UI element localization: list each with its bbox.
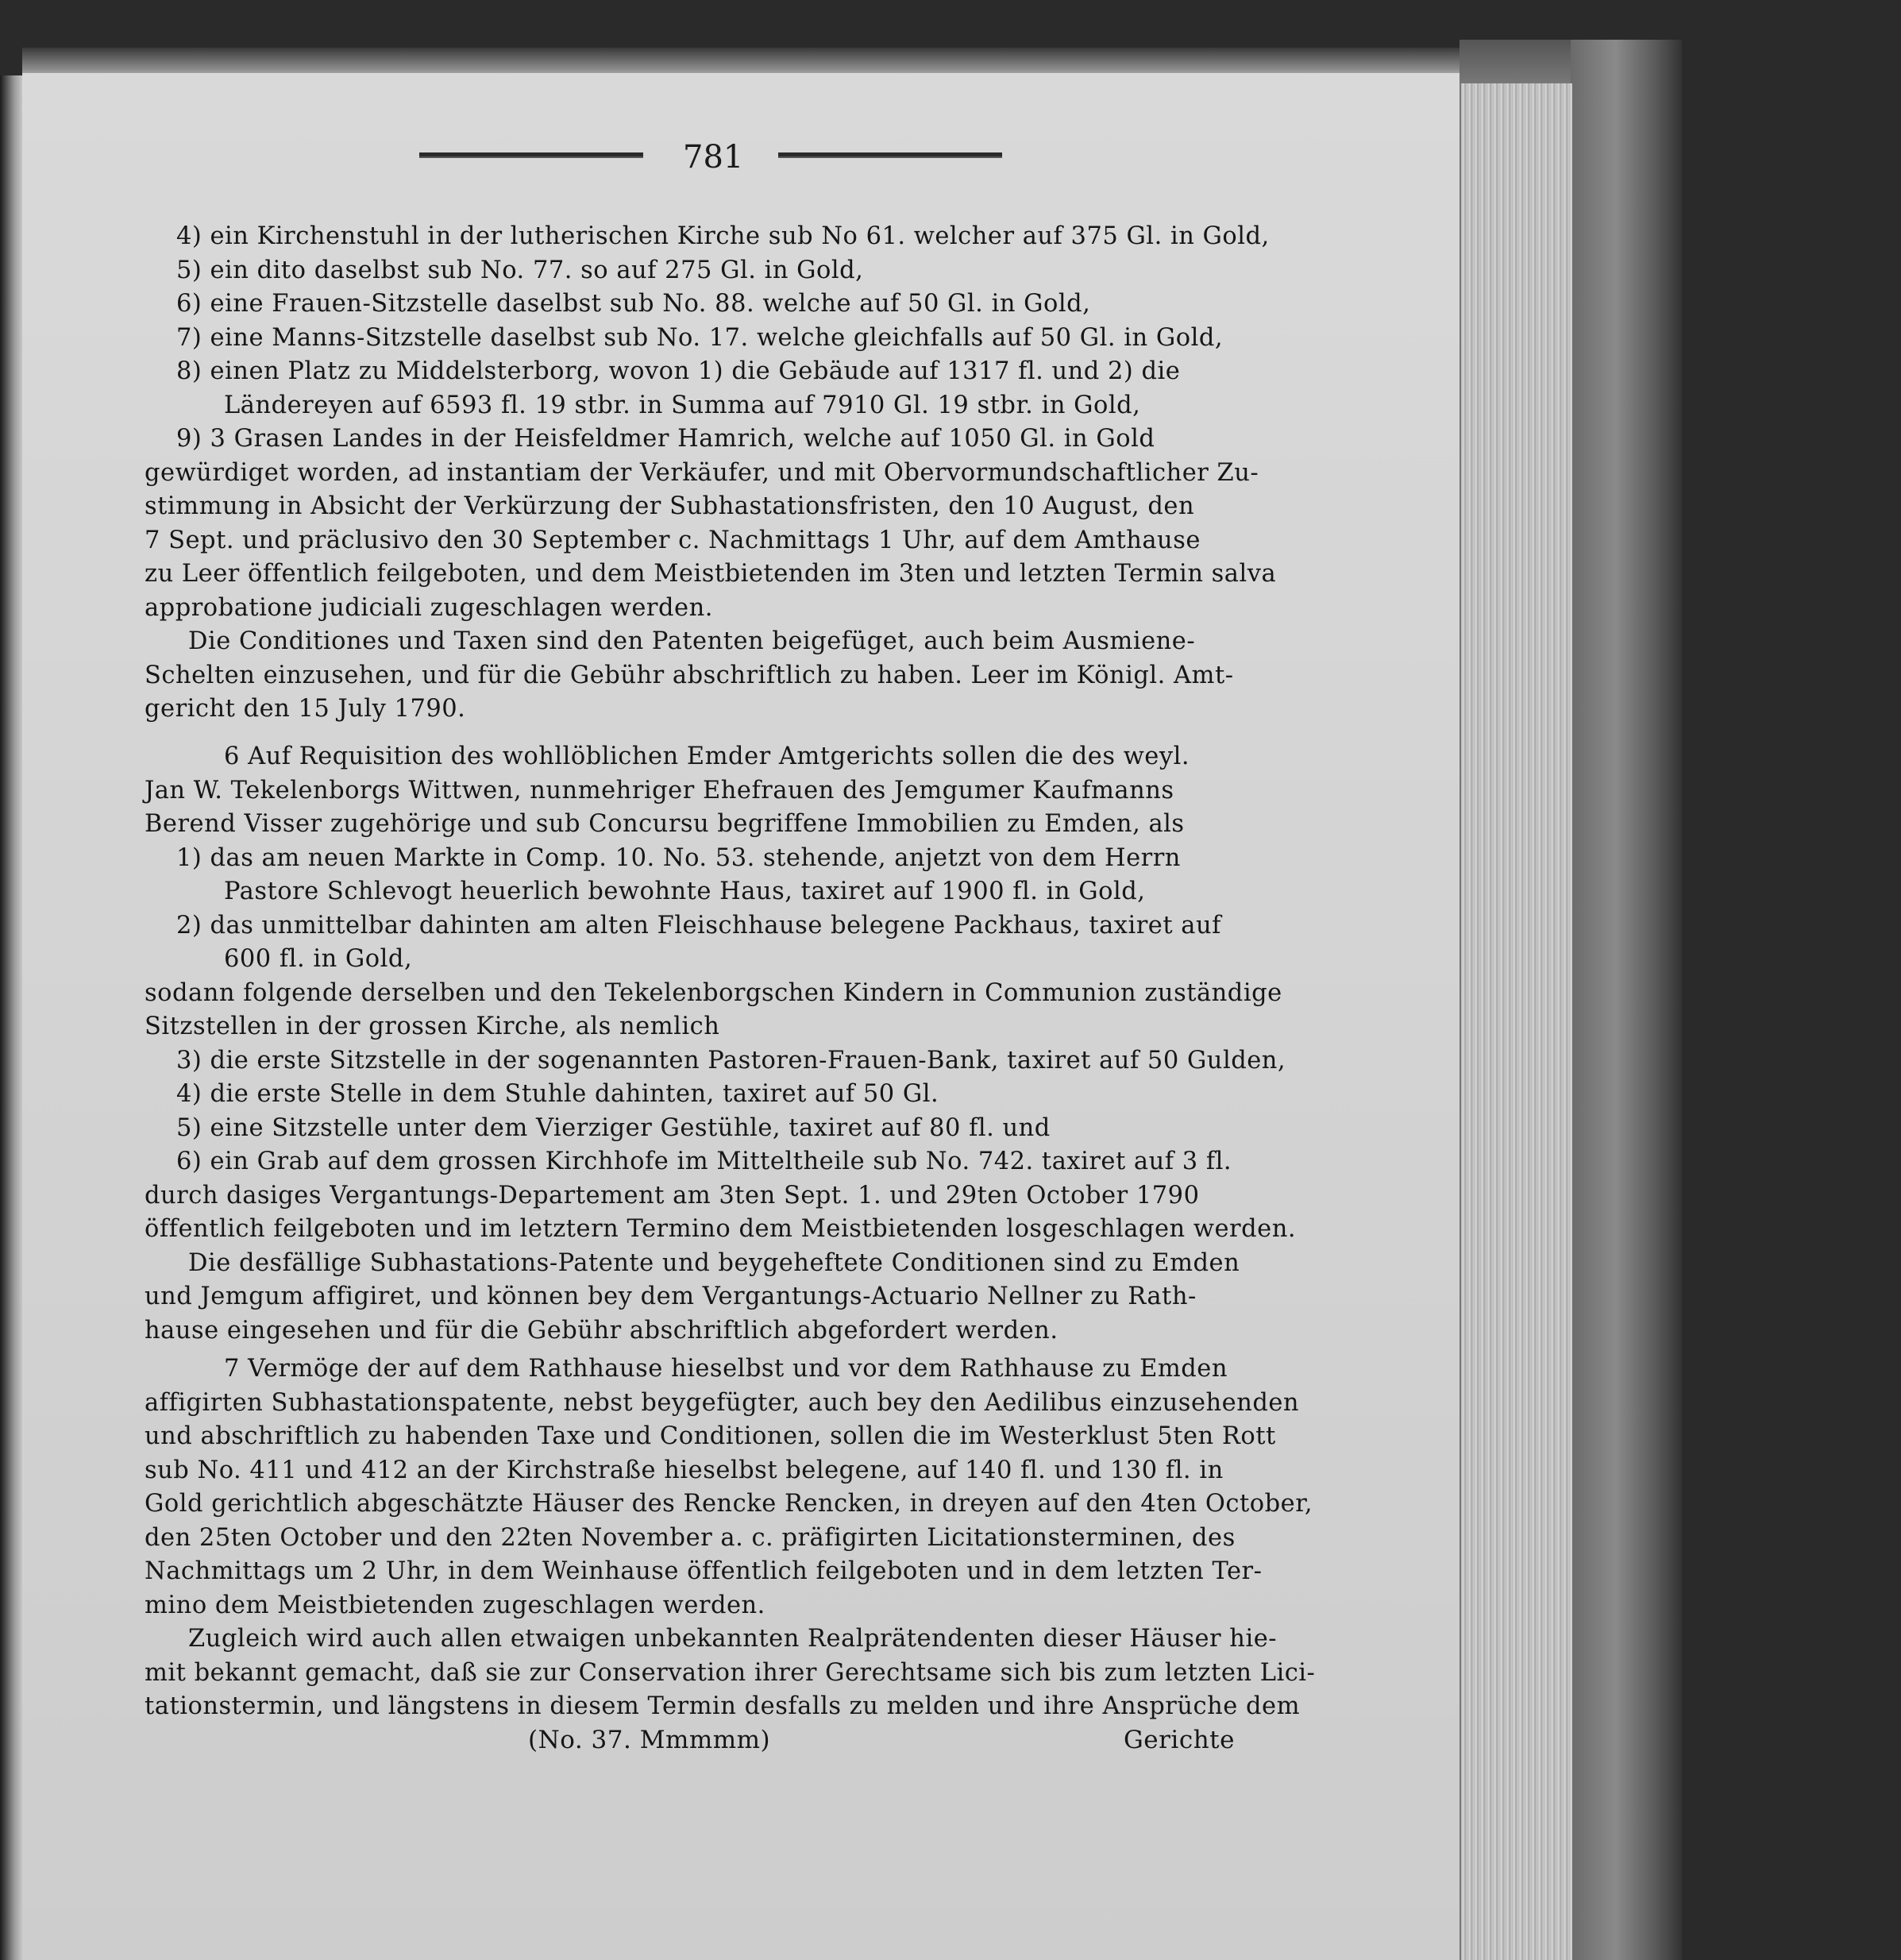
left-page-edge: [0, 75, 24, 1960]
book-cover-edge: [1571, 40, 1682, 1960]
page-number: 781: [683, 139, 744, 176]
text-line: 3) die erste Sitzstelle in der sogenannten Pastoren-Frauen-Bank, taxiret auf 50 Gulden,: [176, 1046, 1286, 1075]
catchword: Gerichte: [1124, 1726, 1235, 1754]
signature-mark: (No. 37. Mmmmm): [528, 1726, 771, 1754]
text-line: sodann folgende derselben und den Tekelenborgschen Kindern in Communion zuständige: [145, 978, 1282, 1007]
text-line: 8) einen Platz zu Middelsterborg, wovon 1) die Gebäude auf 1317 fl. und 2) die: [176, 357, 1181, 385]
header-rule-right: [778, 152, 1002, 158]
entry-block-1: [145, 220, 1276, 727]
entry-heading-6: 6 Auf Requisition des wohllöblichen Emder Amtgerichts sollen die des weyl.: [224, 743, 1190, 770]
text-line: den 25ten October und den 22ten November a. c. präfigirten Licitationsterminen, des: [145, 1523, 1236, 1552]
text-line: und abschriftlich zu habenden Taxe und Conditionen, sollen die im Westerklust 5ten Rott: [145, 1422, 1276, 1450]
text-line: und Jemgum affigiret, und können bey dem Vergantungs-Actuario Nellner zu Rath-: [145, 1283, 1197, 1310]
text-line: 6) ein Grab auf dem grossen Kirchhofe im Mitteltheile sub No. 742. taxiret auf 3 fl.: [176, 1148, 1232, 1175]
text-line: sub No. 411 und 412 an der Kirchstraße hieselbst belegene, auf 140 fl. und 130 fl. in: [145, 1456, 1224, 1484]
text-line: zu Leer öffentlich feilgeboten, und dem Meistbietenden im 3ten und letzten Termin salva: [145, 560, 1277, 588]
text-line: 4) die erste Stelle in dem Stuhle dahinten, taxiret auf 50 Gl.: [176, 1080, 939, 1108]
text-line: Zugleich wird auch allen etwaigen unbekannten Realprätendenten dieser Häuser hie-: [188, 1625, 1278, 1653]
entry-heading-7: 7 Vermöge der auf dem Rathhause hieselbst und vor dem Rathhause zu Emden: [224, 1355, 1228, 1383]
text-line: 5) ein dito daselbst sub No. 77. so auf 275 Gl. in Gold,: [176, 256, 864, 284]
text-line: 2) das unmittelbar dahinten am alten Fleischhause belegene Packhaus, taxiret auf: [176, 911, 1221, 939]
page-block-edges: [1459, 83, 1572, 1960]
text-line: gericht den 15 July 1790.: [145, 695, 466, 723]
text-line: tationstermin, und längstens in diesem Termin desfalls zu melden und ihre Ansprüche dem: [145, 1692, 1300, 1720]
text-line: 7 Sept. und präclusivo den 30 September c. Nachmittags 1 Uhr, auf dem Amthause: [145, 526, 1201, 554]
text-line: hause eingesehen und für die Gebühr abschriftlich abgefordert werden.: [145, 1316, 1058, 1345]
text-line: gewürdiget worden, ad instantiam der Verkäufer, und mit Obervormundschaftlicher Zu-: [145, 458, 1259, 487]
text-line: 6) eine Frauen-Sitzstelle daselbst sub No. 88. welche auf 50 Gl. in Gold,: [176, 290, 1091, 318]
text-line: Jan W. Tekelenborgs Wittwen, nunmehriger Ehefrauen des Jemgumer Kaufmanns: [145, 776, 1174, 804]
text-line: Schelten einzusehen, und für die Gebühr abschriftlich zu haben. Leer im Königl. Amt-: [145, 661, 1234, 689]
entry-block-7: [145, 1352, 1315, 1724]
text-line: 600 fl. in Gold,: [224, 945, 413, 973]
text-line: Die Conditiones und Taxen sind den Patenten beigefüget, auch beim Ausmiene-: [188, 627, 1196, 655]
entry-block-6: [145, 740, 1296, 1348]
text-line: stimmung in Absicht der Verkürzung der Subhastationsfristen, den 10 August, den: [145, 492, 1195, 520]
text-line: mit bekannt gemacht, daß sie zur Conservation ihrer Gerechtsame sich bis zum letzten Lici-: [145, 1658, 1316, 1687]
text-line: Nachmittags um 2 Uhr, in dem Weinhause öffentlich feilgeboten und in dem letzten Ter-: [145, 1557, 1263, 1585]
text-line: Ländereyen auf 6593 fl. 19 stbr. in Summa auf 7910 Gl. 19 stbr. in Gold,: [224, 391, 1141, 419]
text-line: 5) eine Sitzstelle unter dem Vierziger Gestühle, taxiret auf 80 fl. und: [176, 1113, 1051, 1142]
text-line: öffentlich feilgeboten und im letztern Termino dem Meistbietenden losgeschlagen werden.: [145, 1215, 1297, 1243]
text-line: durch dasiges Vergantungs-Departement am 3ten Sept. 1. und 29ten October 1790: [145, 1181, 1200, 1210]
text-line: approbatione judiciali zugeschlagen werden.: [145, 593, 713, 622]
text-line: mino dem Meistbietenden zugeschlagen werden.: [145, 1591, 765, 1619]
text-line: 4) ein Kirchenstuhl in der lutherischen Kirche sub No 61. welcher auf 375 Gl. in Gold,: [176, 222, 1270, 250]
text-line: 1) das am neuen Markte in Comp. 10. No. 53. stehende, anjetzt von dem Herrn: [176, 843, 1181, 872]
text-line: Die desfällige Subhastations-Patente und beygeheftete Conditionen sind zu Emden: [188, 1248, 1240, 1277]
header-rule-left: [419, 152, 643, 158]
text-line: Berend Visser zugehörige und sub Concursu begriffene Immobilien zu Emden, als: [145, 810, 1185, 838]
text-line: 9) 3 Grasen Landes in der Heisfeldmer Hamrich, welche auf 1050 Gl. in Gold: [176, 425, 1155, 453]
text-line: affigirten Subhastationspatente, nebst beygefügter, auch bey den Aedilibus einzusehenden: [145, 1388, 1300, 1417]
text-line: Pastore Schlevogt heuerlich bewohnte Haus, taxiret auf 1900 fl. in Gold,: [224, 878, 1146, 905]
text-line: Gold gerichtlich abgeschätzte Häuser des Rencke Rencken, in dreyen auf den 4ten October,: [145, 1490, 1313, 1518]
text-line: Sitzstellen in der grossen Kirche, als nemlich: [145, 1013, 720, 1040]
text-line: 7) eine Manns-Sitzstelle daselbst sub No. 17. welche gleichfalls auf 50 Gl. in Gold,: [176, 323, 1224, 352]
